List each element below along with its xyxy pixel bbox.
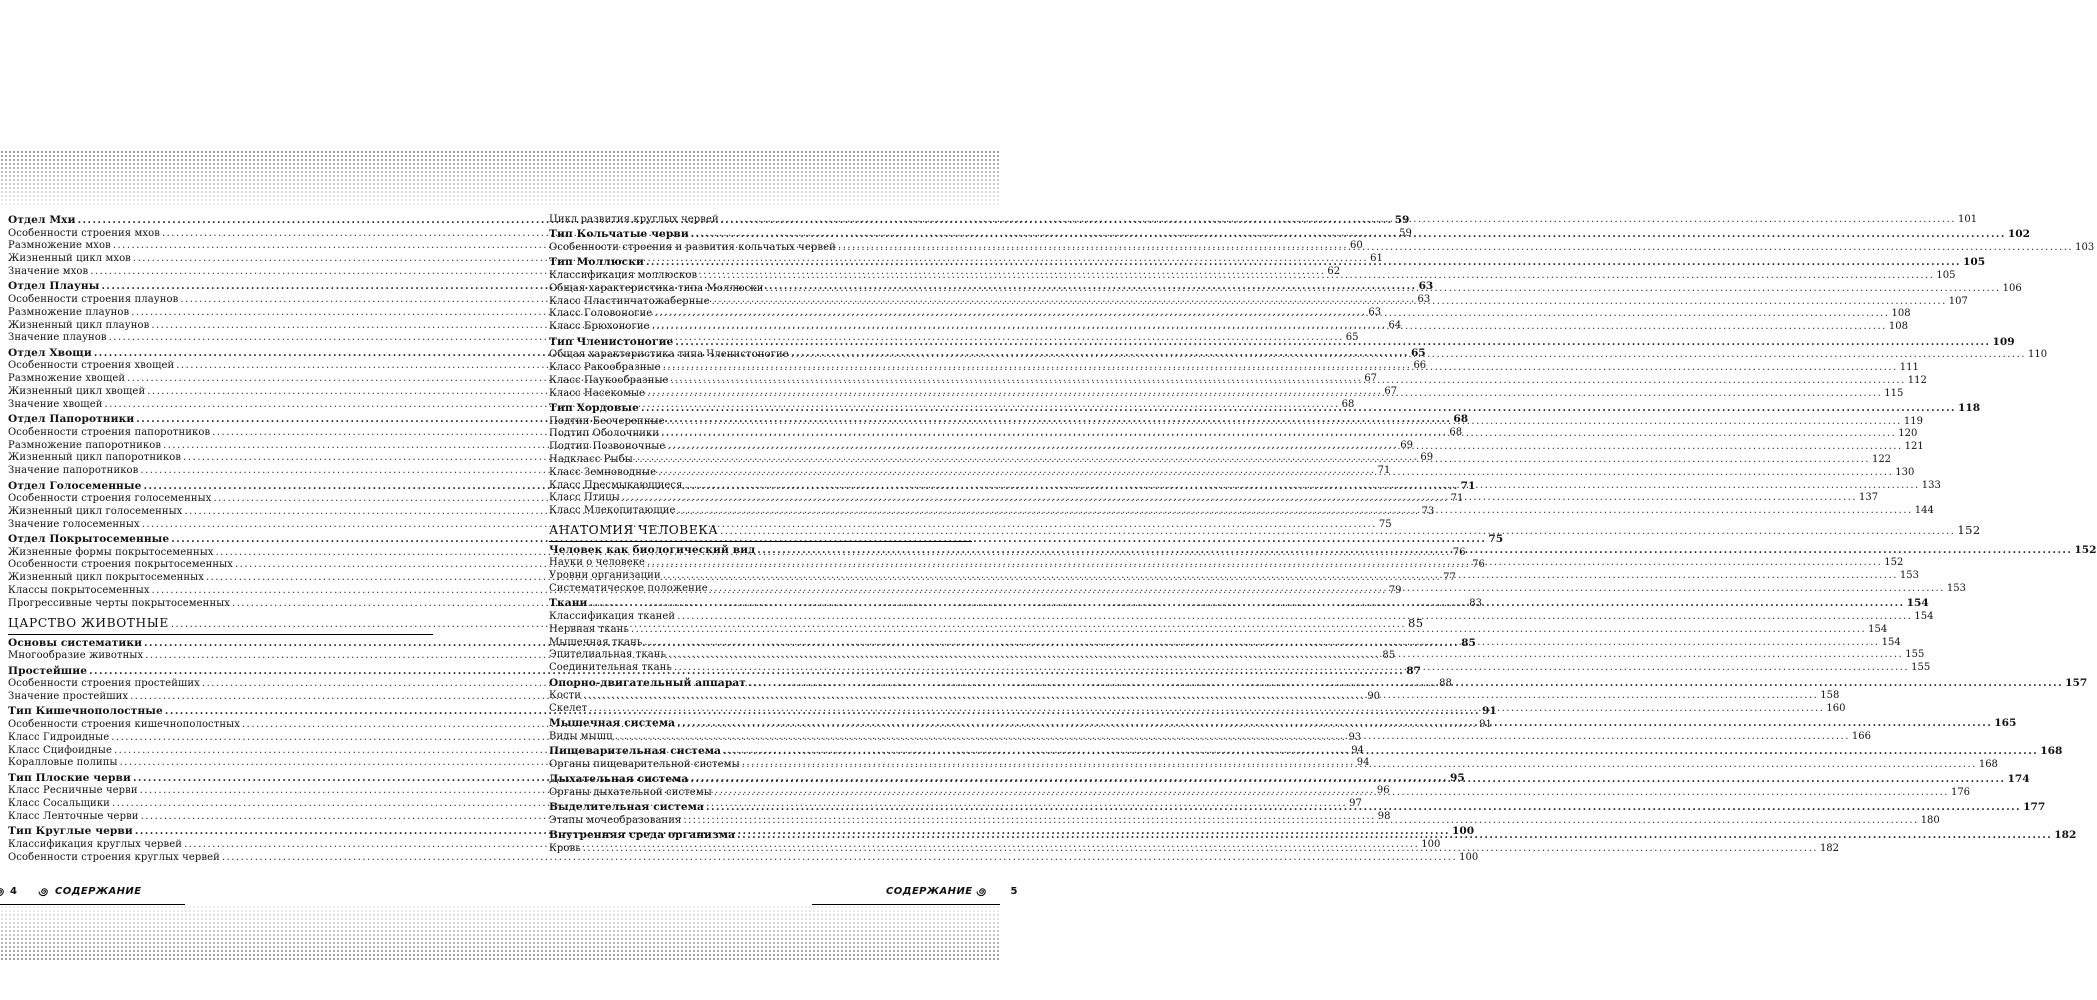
toc-entry-title: Отдел Покрытосеменные bbox=[8, 533, 170, 546]
dot-leader bbox=[671, 375, 1906, 388]
toc-entry-title: Отдел Голосеменные bbox=[8, 479, 142, 492]
toc-entry-title: Общая характеристика типа Членистоногие bbox=[549, 349, 789, 361]
toc-entry-title: Значение плаунов bbox=[8, 332, 107, 344]
toc-entry-title: Класс Гидроидные bbox=[8, 731, 110, 743]
toc-chapter-entry bbox=[8, 533, 1504, 547]
toc-entry-title: Значение простейших bbox=[8, 691, 129, 703]
dot-leader bbox=[644, 637, 1879, 650]
toc-entry-title: Особенности строения плаунов bbox=[8, 293, 179, 305]
toc-page-number: 108 bbox=[1891, 308, 1911, 320]
page-number: 5 bbox=[1010, 886, 1018, 897]
toc-page-number: 180 bbox=[1920, 814, 1940, 826]
toc-page-number: 105 bbox=[1963, 256, 1986, 269]
dot-leader bbox=[622, 492, 1857, 505]
toc-page-number: 160 bbox=[1826, 703, 1846, 715]
toc-entry-title: Подтип Бесчерепные bbox=[549, 415, 665, 427]
dot-leader bbox=[721, 214, 1956, 227]
toc-page-number: 59 bbox=[1394, 214, 1410, 226]
toc-page-number: 75 bbox=[1378, 518, 1392, 530]
page-number: 4 bbox=[10, 886, 17, 897]
toc-page-number: 155 bbox=[1911, 662, 1931, 674]
toc-page-number: 68 bbox=[1449, 426, 1463, 438]
toc-page-number: 68 bbox=[1341, 398, 1355, 410]
toc-entry-title: Мышечная система bbox=[549, 717, 676, 730]
toc-entry-title: Особенности строения мхов bbox=[8, 227, 160, 239]
toc-entry-title: Жизненный цикл папоротников bbox=[8, 452, 182, 464]
toc-entry-title: Класс Паукообразные bbox=[549, 374, 669, 386]
toc-entry-title: Классы покрытосеменных bbox=[8, 585, 150, 597]
toc-entry bbox=[8, 851, 1479, 865]
spiral-icon bbox=[39, 886, 50, 897]
toc-entry-title: Класс Сосальщики bbox=[8, 798, 110, 810]
dot-leader bbox=[583, 843, 1818, 856]
toc-page-number: 154 bbox=[1868, 623, 1888, 635]
toc-page-number: 61 bbox=[1370, 253, 1383, 265]
toc-page-number: 69 bbox=[1400, 439, 1413, 451]
toc-page-number: 94 bbox=[1356, 757, 1370, 769]
toc-entry-title: Подтип Оболочники bbox=[549, 428, 660, 440]
toc-entry-title: Пищеварительная система bbox=[549, 745, 722, 758]
toc-page-number: 65 bbox=[1410, 346, 1426, 359]
toc-entry-title: Основы систематики bbox=[8, 636, 143, 649]
halftone-band-bottom bbox=[0, 905, 1000, 960]
toc-entry-title: Тип Кольчатые черви bbox=[549, 228, 689, 241]
toc-entry-title: Общая характеристика типа Моллюски bbox=[549, 282, 764, 294]
toc-entry-title: Прогрессивные черты покрытосеменных bbox=[8, 597, 231, 609]
toc-entry-title: Тип Моллюски bbox=[549, 256, 644, 269]
toc-entry-title: Науки о человеке bbox=[549, 557, 646, 569]
dot-leader bbox=[791, 346, 2026, 362]
dot-leader bbox=[742, 759, 1977, 772]
toc-entry-title: Класс Насекомые bbox=[549, 387, 646, 399]
toc-page-number: 144 bbox=[1914, 505, 1934, 517]
toc-entry-title: Тип Членистоногие bbox=[549, 335, 674, 348]
toc-page-number: 166 bbox=[1851, 731, 1871, 743]
toc-page-number: 76 bbox=[1472, 559, 1485, 571]
toc-entry-title: Класс Птицы bbox=[549, 492, 620, 504]
dot-leader bbox=[583, 690, 1818, 703]
toc-entry-title: Подтип Позвоночные bbox=[549, 441, 666, 453]
footer-section-title: СОДЕРЖАНИЕ bbox=[886, 886, 973, 897]
toc-entry-title: Классификация круглых червей bbox=[8, 838, 183, 850]
toc-entry-title: Класс Млекопитающие bbox=[549, 505, 676, 517]
toc-entry-title: Надкласс Рыбы bbox=[549, 453, 633, 465]
dot-leader bbox=[667, 441, 1902, 454]
toc-entry-title: Особенности строения кишечнополостных bbox=[8, 719, 240, 731]
dot-leader bbox=[646, 256, 1961, 270]
toc-page-number: 108 bbox=[1888, 321, 1908, 333]
toc-entry-title: Коралловые полипы bbox=[8, 757, 118, 769]
toc-page-number: 97 bbox=[1349, 798, 1362, 810]
dot-leader bbox=[685, 480, 1920, 493]
toc-entry-title: Жизненный цикл мхов bbox=[8, 253, 131, 265]
toc-page-number: 75 bbox=[1488, 533, 1504, 546]
toc-page-number: 76 bbox=[1452, 546, 1466, 558]
toc-page-number: 110 bbox=[2027, 349, 2048, 361]
toc-page-number: 154 bbox=[1906, 597, 1929, 610]
toc-entry-title: Многообразие животных bbox=[8, 650, 144, 662]
toc-entry-title: Эпителиальная ткань bbox=[549, 649, 667, 661]
dot-leader bbox=[737, 829, 2052, 843]
dot-leader bbox=[748, 677, 2063, 691]
toc-entry-title: Мышечная ткань bbox=[549, 636, 643, 648]
dot-leader bbox=[668, 649, 1903, 662]
toc-page-number: 85 bbox=[1461, 636, 1476, 649]
toc-page-number: 102 bbox=[2007, 228, 2031, 241]
toc-entry-title: Отдел Хвощи bbox=[8, 346, 92, 359]
toc-page-number: 83 bbox=[1469, 597, 1482, 609]
toc-page-number: 63 bbox=[1418, 280, 1434, 293]
dot-leader bbox=[699, 270, 1934, 283]
toc-page-number: 71 bbox=[1450, 493, 1464, 505]
dot-leader bbox=[667, 416, 1902, 429]
toc-page-number: 100 bbox=[1421, 838, 1441, 850]
dot-leader bbox=[723, 745, 2038, 759]
toc-entry-title: Особенности строения папоротников bbox=[8, 426, 211, 438]
toc-page-number: 93 bbox=[1348, 731, 1362, 743]
toc-entry-title: Органы дыхательной системы bbox=[549, 786, 712, 798]
toc-page-number: 71 bbox=[1377, 465, 1391, 477]
toc-entry-title: Систематическое положение bbox=[549, 583, 708, 595]
toc-entry-title: Жизненный цикл покрытосеменных bbox=[8, 572, 204, 584]
toc-page-number: 67 bbox=[1384, 385, 1398, 397]
toc-page-number: 88 bbox=[1439, 678, 1452, 690]
dot-leader bbox=[615, 731, 1850, 744]
toc-entry-title: Особенности строения хвощей bbox=[8, 360, 175, 372]
toc-entry-title: АНАТОМИЯ ЧЕЛОВЕКА bbox=[549, 522, 719, 537]
toc-entry-title: Размножение плаунов bbox=[8, 306, 130, 318]
dot-leader bbox=[757, 544, 2072, 558]
toc-page-number: 152 bbox=[2074, 543, 2097, 556]
toc-entry-title: Виды мышц bbox=[549, 731, 613, 743]
toc-entry-title: Класс Земноводные bbox=[549, 466, 657, 478]
toc-entry-title: Особенности строения круглых червей bbox=[8, 851, 220, 863]
dot-leader bbox=[663, 570, 1898, 583]
toc-page-number: 64 bbox=[1388, 319, 1402, 331]
toc-entry-title: Нервная ткань bbox=[549, 623, 629, 635]
toc-page-number: 95 bbox=[1450, 771, 1465, 784]
dot-leader bbox=[714, 787, 1949, 800]
dot-leader bbox=[663, 362, 1898, 375]
dot-leader bbox=[765, 283, 2000, 296]
spiral-icon bbox=[977, 886, 988, 897]
toc-page-number: 85 bbox=[1382, 650, 1396, 662]
toc-page-number: 101 bbox=[1958, 214, 1978, 225]
toc-entry-title: Особенности строения покрытосеменных bbox=[8, 559, 233, 571]
dot-leader bbox=[652, 321, 1887, 334]
toc-entry-title: Класс Пресмыкающиеся bbox=[549, 479, 683, 491]
toc-entry-title: Значение хвощей bbox=[8, 398, 103, 410]
toc-page-number: 182 bbox=[1819, 842, 1840, 854]
footer-section-title: СОДЕРЖАНИЕ bbox=[54, 886, 142, 897]
toc-entry-title: Размножение хвощей bbox=[8, 373, 126, 385]
toc-entry-title: ЦАРСТВО ЖИВОТНЫЕ bbox=[8, 615, 169, 630]
toc-page-number: 158 bbox=[1820, 690, 1840, 702]
dot-leader bbox=[635, 454, 1870, 467]
toc-entry-title: Размножение мхов bbox=[8, 240, 111, 252]
toc-entry-title: Соединительная ткань bbox=[549, 662, 672, 674]
toc-entry-title: Ткани bbox=[549, 597, 588, 610]
toc-page-number: 182 bbox=[2054, 829, 2077, 842]
toc-entry-title: Особенности строения и развития кольчатых червей bbox=[549, 241, 836, 253]
toc-page-number: 91 bbox=[1479, 719, 1492, 731]
toc-entry-title: Отдел Папоротники bbox=[8, 413, 135, 426]
toc-page-number: 165 bbox=[1994, 717, 2017, 730]
toc-entry-title: Этапы мочеобразования bbox=[549, 814, 682, 826]
toc-page-number: 111 bbox=[1899, 361, 1919, 373]
toc-entry-title: Кости bbox=[549, 690, 582, 702]
toc-page-number: 63 bbox=[1368, 306, 1382, 318]
dot-leader bbox=[675, 336, 1990, 350]
toc-page-number: 119 bbox=[1903, 415, 1923, 427]
toc-entry-title: Класс Головоногие bbox=[549, 308, 653, 320]
section-divider bbox=[549, 541, 972, 542]
toc-entry-title: Класс Сцифоидные bbox=[8, 744, 112, 756]
toc-page-number: 153 bbox=[1946, 583, 1967, 595]
dot-leader bbox=[674, 662, 1909, 675]
dot-leader bbox=[647, 557, 1882, 570]
toc-page-number: 115 bbox=[1884, 387, 1904, 399]
toc-entry-title: Размножение папоротников bbox=[8, 439, 162, 451]
toc-page-number: 105 bbox=[1936, 269, 1956, 281]
toc-entry-title: Класс Ленточные черви bbox=[8, 810, 139, 822]
toc-entry-title: Тип Кишечнополостные bbox=[8, 705, 163, 718]
dot-leader bbox=[647, 385, 1882, 401]
toc-page-number: 118 bbox=[1958, 401, 1981, 414]
toc-page-number: 96 bbox=[1376, 785, 1390, 797]
dot-leader bbox=[706, 801, 2021, 815]
toc-entry-title: Класс Ресничные черви bbox=[8, 785, 138, 797]
toc-page-number: 67 bbox=[1364, 373, 1378, 385]
toc-page-number: 77 bbox=[1443, 572, 1456, 584]
toc-page-number: 73 bbox=[1421, 505, 1435, 517]
toc-page-number: 90 bbox=[1367, 691, 1381, 703]
dot-leader bbox=[590, 597, 1905, 611]
toc-page-number: 177 bbox=[2023, 801, 2046, 814]
toc-page-number: 157 bbox=[2065, 676, 2088, 689]
dot-leader bbox=[654, 308, 1889, 321]
toc-page-number: 152 bbox=[1957, 522, 1981, 537]
toc-entry-title: Дыхательная система bbox=[549, 773, 689, 786]
toc-page-number: 85 bbox=[1408, 615, 1424, 630]
toc-entry-title: Тип Круглые черви bbox=[8, 825, 133, 838]
toc-entry-title: Жизненный цикл хвощей bbox=[8, 385, 146, 397]
toc-entry-title: Органы пищеварительной системы bbox=[549, 759, 740, 770]
dot-leader bbox=[677, 717, 1992, 731]
toc-entry-title: Особенности строения простейших bbox=[8, 678, 200, 690]
toc-page-number: 153 bbox=[1899, 570, 1919, 582]
toc-page-number: 154 bbox=[1881, 636, 1901, 648]
toc-page-number: 91 bbox=[1481, 705, 1497, 718]
toc-page-number: 154 bbox=[1914, 611, 1934, 623]
toc-entry-title: Значение мхов bbox=[8, 265, 89, 277]
toc-page-number: 60 bbox=[1350, 240, 1363, 252]
dot-leader bbox=[691, 228, 2006, 242]
toc-page-number: 59 bbox=[1399, 227, 1412, 239]
dot-leader bbox=[678, 505, 1913, 518]
toc-entry-title: Класс Пластинчатожаберные bbox=[549, 295, 710, 307]
toc-entry-title: Класс Ракообразные bbox=[549, 361, 661, 373]
spiral-icon bbox=[0, 886, 6, 897]
toc-page-number: 112 bbox=[1907, 374, 1927, 386]
toc-entry-title: Значение голосеменных bbox=[8, 518, 140, 530]
toc-entry-title: Выделительная система bbox=[549, 801, 705, 814]
section-divider bbox=[8, 634, 433, 635]
toc-page-number: 168 bbox=[1978, 759, 1998, 770]
toc-entry bbox=[549, 623, 1888, 637]
toc-page-number: 100 bbox=[1451, 825, 1475, 838]
toc-page-number: 155 bbox=[1905, 649, 1925, 661]
toc-page-number: 109 bbox=[1992, 335, 2015, 348]
toc-entry-title: Скелет bbox=[549, 703, 588, 715]
footer-rule-left bbox=[0, 904, 185, 905]
toc-page-number: 133 bbox=[1921, 479, 1941, 491]
dot-leader bbox=[589, 703, 1824, 716]
dot-leader bbox=[677, 611, 1912, 624]
toc-entry-title: Кровь bbox=[549, 842, 581, 854]
dot-leader bbox=[641, 402, 1956, 416]
toc-page-number: 87 bbox=[1406, 664, 1421, 677]
toc-page-number: 98 bbox=[1377, 810, 1391, 822]
toc-entry-title: Значение папоротников bbox=[8, 465, 139, 477]
toc-entry-title: Опорно-двигательный аппарат bbox=[549, 676, 746, 689]
dot-leader bbox=[661, 428, 1896, 441]
toc-entry-title: Простейшие bbox=[8, 664, 88, 677]
toc-page-number: 103 bbox=[2075, 241, 2095, 253]
dot-leader bbox=[712, 293, 1947, 309]
dot-leader bbox=[710, 583, 1945, 596]
toc-entry-title: Жизненный цикл голосеменных bbox=[8, 505, 183, 517]
dot-leader bbox=[684, 815, 1919, 828]
footer-rule-right bbox=[812, 904, 1000, 905]
halftone-band-top bbox=[0, 150, 1000, 205]
toc-page-number: 174 bbox=[2007, 773, 2030, 786]
dot-leader bbox=[658, 467, 1893, 480]
toc-page-number: 63 bbox=[1417, 293, 1431, 305]
footer-right bbox=[886, 886, 1017, 897]
toc-entry-title: Человек как биологический вид bbox=[549, 543, 756, 556]
toc-entry-title: Тип Плоские черви bbox=[8, 771, 131, 784]
toc-entry-title: Классификация моллюсков bbox=[549, 269, 698, 281]
dot-leader bbox=[838, 242, 2073, 255]
toc-page-number: 79 bbox=[1388, 585, 1402, 597]
toc-page-number: 94 bbox=[1351, 744, 1364, 756]
toc-page-number: 121 bbox=[1904, 441, 1924, 453]
toc-entry-title: Уровни организации bbox=[549, 570, 661, 582]
toc-entry-title: Жизненный цикл плаунов bbox=[8, 319, 150, 331]
toc-page-number: 152 bbox=[1884, 557, 1904, 569]
toc-entry-title: Тип Хордовые bbox=[549, 401, 639, 414]
toc-page-number: 176 bbox=[1950, 786, 1971, 798]
toc-entry-title: Цикл развития круглых червей bbox=[549, 214, 719, 225]
dot-leader bbox=[631, 624, 1866, 637]
toc-page-number: 120 bbox=[1898, 428, 1918, 440]
toc-entry-title: Внутренняя среда организма bbox=[549, 829, 736, 842]
toc-page-number: 68 bbox=[1453, 413, 1469, 426]
toc-entry-title: Классификация тканей bbox=[549, 611, 676, 623]
toc-page-number: 66 bbox=[1413, 360, 1427, 372]
toc-entry-title: Отдел Мхи bbox=[8, 214, 76, 226]
dot-leader bbox=[720, 523, 1955, 540]
toc-entry-title: Отдел Плауны bbox=[8, 280, 100, 293]
toc-page-number: 106 bbox=[2002, 282, 2022, 294]
dot-leader bbox=[690, 773, 2005, 787]
toc-page-number: 130 bbox=[1895, 466, 1915, 478]
toc-page-number: 137 bbox=[1859, 492, 1879, 504]
toc-entry-title: Особенности строения голосеменных bbox=[8, 493, 212, 505]
toc-page-number: 62 bbox=[1327, 265, 1341, 277]
toc-entry-title: Класс Брюхоногие bbox=[549, 321, 650, 333]
toc-page-number: 65 bbox=[1345, 332, 1359, 344]
toc-page-number: 100 bbox=[1459, 851, 1479, 863]
toc-page-number: 107 bbox=[1948, 295, 1968, 307]
toc-page-number: 122 bbox=[1871, 453, 1892, 465]
toc-page-number: 71 bbox=[1460, 479, 1476, 492]
toc-entry-title: Жизненные формы покрытосеменных bbox=[8, 546, 214, 558]
toc-page-number: 168 bbox=[2040, 745, 2063, 758]
toc-page-number: 69 bbox=[1420, 452, 1434, 464]
footer-left bbox=[0, 886, 141, 897]
